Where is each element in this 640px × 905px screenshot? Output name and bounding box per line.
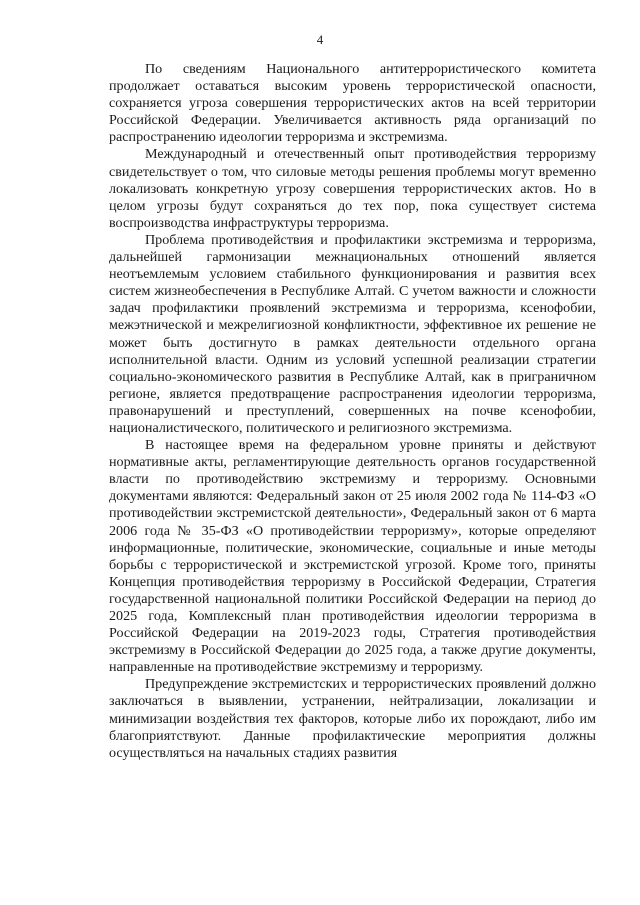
paragraph-federal-acts: В настоящее время на федеральном уровне приняты и действуют нормативные акты, регламентирующие деятельность органов государственной власти по противодействию экстремизму и терроризму. Основными документами являются: Федеральный закон от 25 июля 2002 года № 114-ФЗ «О противодействии экстремистской деятельности», Федеральный закон от 6 марта 2006 года № 35-ФЗ «О противодействии терроризму», которые определяют информационные, политические, экономические, социальные и иные методы борьбы с террористической и экстремистской угрозой. Кроме того, приняты Концепция противодействия терроризму в Российской Федерации, Стратегия государственной национальной политики Российской Федерации на период до 2025 года, Комплексный план противодействия идеологии терроризма в Российской Федерации на 2019-2023 годы, Стратегия противодействия экстремизму в Российской Федерации до 2025 года, а также другие документы, направленные на противодействие экстремизму и терроризму. — [109, 437, 596, 676]
document-body — [109, 61, 596, 762]
paragraph-nak-threat: По сведениям Национального антитеррористического комитета продолжает оставаться высоким уровень террористической опасности, сохраняется угроза совершения террористических актов на всей территории Российской Федерации. Увеличивается активность ряда организаций по распространению идеологии терроризма и экстремизма. — [109, 61, 596, 146]
paragraph-prevention-problem: Проблема противодействия и профилактики экстремизма и терроризма, дальнейшей гармонизации межнациональных отношений является неотъемлемым условием стабильного функционирования и развития всех систем жизнеобеспечения в Республике Алтай. С учетом важности и сложности задач профилактики проявлений экстремизма и терроризма, ксенофобии, межэтнической и межрелигиозной конфликтности, эффективное их решение не может быть достигнуто в рамках деятельности отдельного органа исполнительной власти. Одним из условий успешной реализации стратегии социально-экономического развития в Республике Алтай, как в приграничном регионе, является предотвращение распространения идеологии терроризма, правонарушений и преступлений, совершенных на почве ксенофобии, националистического, политического и религиозного экстремизма. — [109, 231, 596, 436]
paragraph-prevention-measures: Предупреждение экстремистских и террористических проявлений должно заключаться в выявлении, устранении, нейтрализации, локализации и минимизации воздействия тех факторов, которые либо их порождают, либо им благоприятствуют. Данные профилактические мероприятия должны осуществляться на начальных стадиях развития — [109, 676, 596, 761]
paragraph-international-experience: Международный и отечественный опыт противодействия терроризму свидетельствует о том, что силовые методы решения проблемы могут временно локализовать конкретную угрозу совершения террористических актов. Но в целом угрозы будут сохраняться до тех пор, пока существует система воспроизводства инфраструктуры терроризма. — [109, 146, 596, 231]
page-number: 4 — [316, 32, 324, 47]
